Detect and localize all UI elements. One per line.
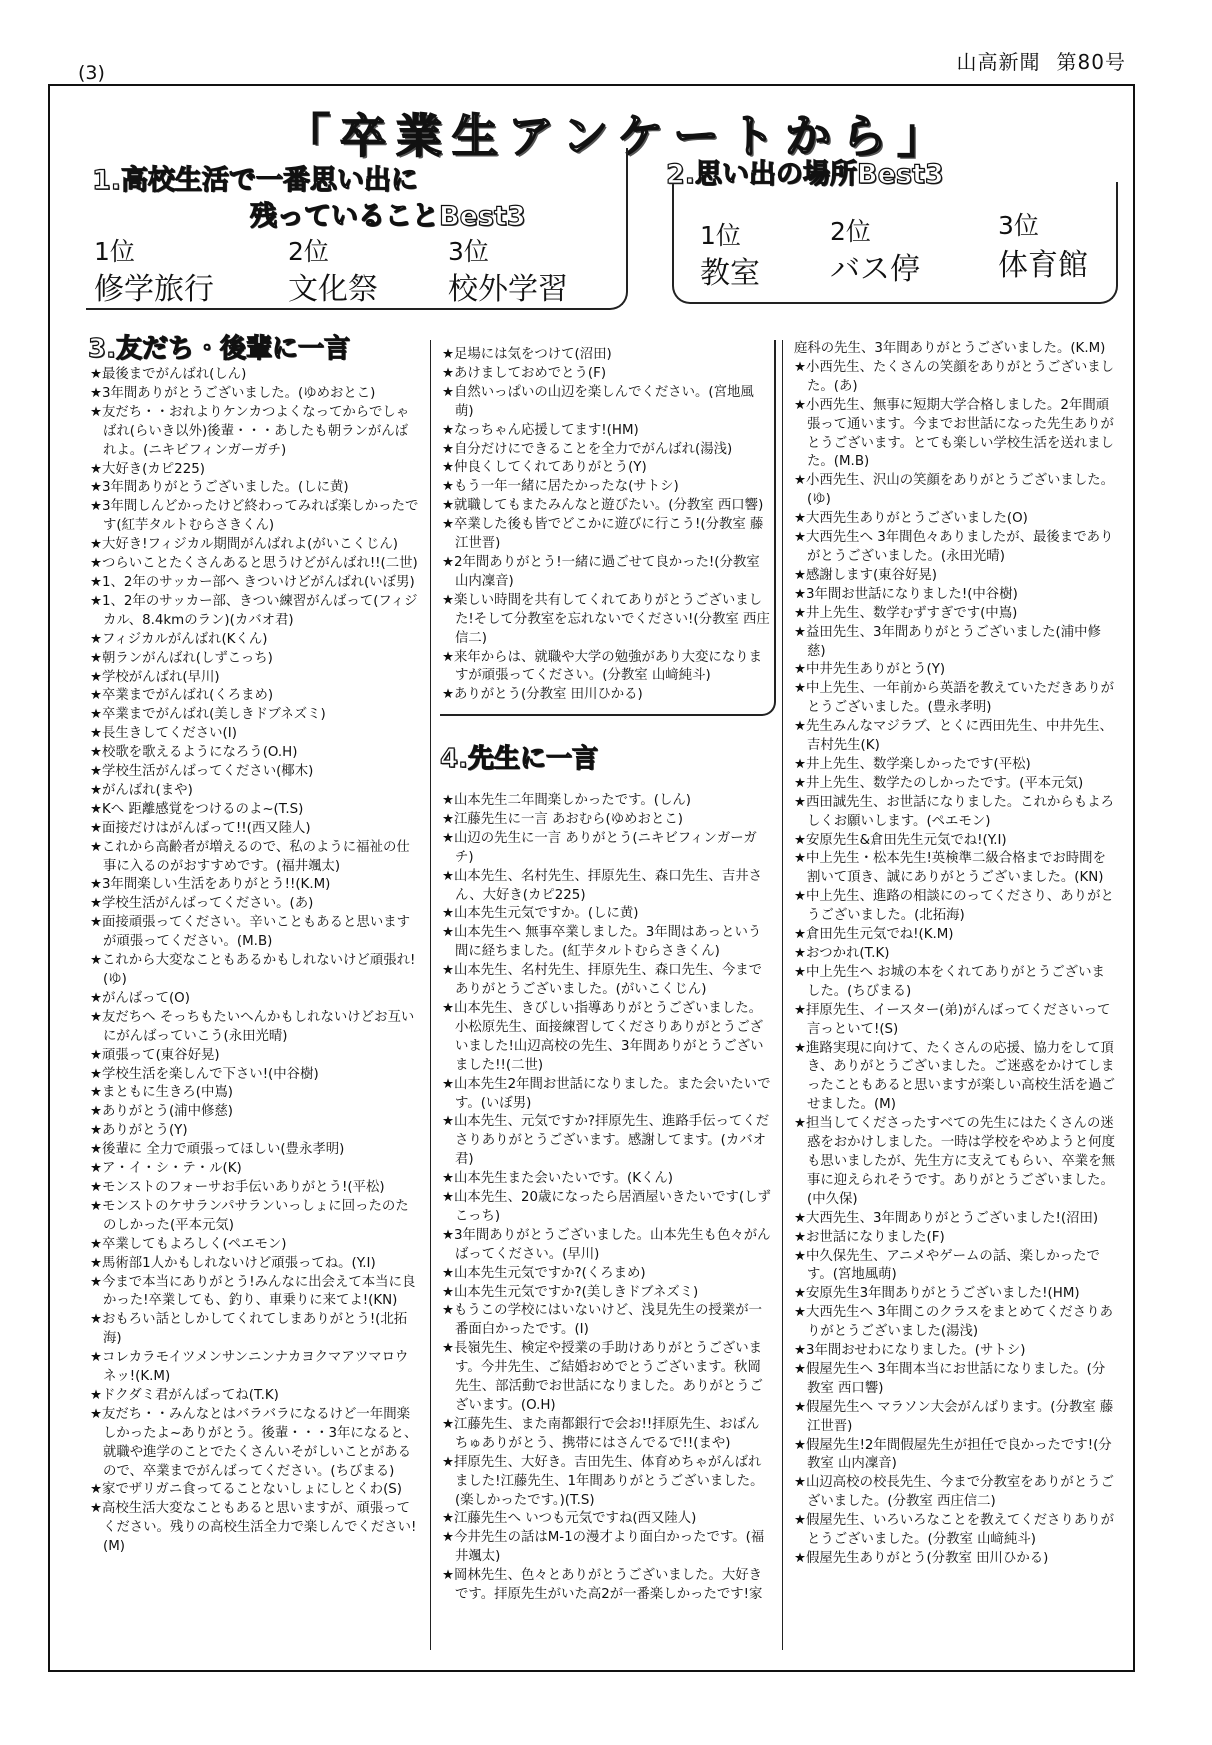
comment-item: ★長嶺先生、検定や授業の手助けありがとうございます。今井先生、ご結婚おめでとうございます。秋岡先生、部活動でお世話になりました。ありがとうございます。(O.H) <box>442 1341 763 1413</box>
comment-item: ★井上先生、数学むずすぎです(中嶌) <box>794 605 1018 621</box>
comment-item: ★Kへ 距離感覚をつけるのよ~(T.S) <box>90 801 304 817</box>
comment-item: ★高校生活大変なこともあると思いますが、頑張ってください。残りの高校生活全力で楽しんでください!(M) <box>90 1501 417 1555</box>
comment-item: ★拝原先生、大好き。吉田先生、体育めちゃがんばれました!江藤先生、1年間ありがとうございました。(楽しかったです。)(T.S) <box>442 1454 764 1508</box>
comment-item: ★自分だけにできることを全力でがんばれ(湯浅) <box>442 441 733 457</box>
comment-item: ★3年間楽しい生活をありがとう!!(K.M) <box>90 877 331 893</box>
comment-item: ★ドクダミ君がんばってね(T.K) <box>90 1387 279 1403</box>
comment-item: ★1、2年のサッカー部、きつい練習がんばって(フィジカル、8.4kmのラン)(カバオ君) <box>90 593 418 628</box>
comment-item: ★倉田先生元気でね!(K.M) <box>794 927 954 943</box>
comment-item: ★ありがとう(浦中修慈) <box>90 1104 233 1120</box>
comment-item: ★3年間ありがとうございました。山本先生も色々がんばってください。(早川) <box>442 1227 771 1262</box>
comment-item: ★長生きしてください(I) <box>90 726 237 742</box>
comment-item: ★なっちゃん応援してます!(HM) <box>442 422 639 438</box>
comment-item: ★大西先生へ 3年間このクラスをまとめてくださりありがとうございました(湯浅) <box>794 1305 1113 1340</box>
comment-item: ★卒業までがんばれ(美しきドブネズミ) <box>90 707 326 723</box>
comment-item: ★益田先生、3年間ありがとうございました(浦中修慈) <box>794 624 1101 659</box>
comment-item: ★感謝します(東谷好晃) <box>794 567 937 583</box>
comment-item: ★学校生活がんばってください。(あ) <box>90 896 314 912</box>
comment-item: ★おもろい話としかしてくれてしまありがとう!(北拓海) <box>90 1312 408 1347</box>
comment-item: ★山本先生、元気ですか?拝原先生、進路手伝ってくださりありがとうございます。感謝してます。(カバオ君) <box>442 1114 770 1168</box>
comment-item: ★山辺高校の校長先生、今まで分教室をありがとうございました。(分教室 西庄信二) <box>794 1475 1114 1510</box>
comment-item: ★コレカラモイツメンサンニンナカヨクマアツマロウネッ!(K.M) <box>90 1350 409 1385</box>
comment-item: ★安原先生3年間ありがとうございました!(HM) <box>794 1286 1080 1302</box>
comment-item: ★自然いっぱいの山辺を楽しんでください。(宮地風萌) <box>442 384 754 419</box>
comment-item: ★頑張って(東谷好晃) <box>90 1047 220 1063</box>
comment-item: ★井上先生、数学楽しかったです(平松) <box>794 756 1031 772</box>
section1-rank1-label: 1位 <box>94 237 135 266</box>
comment-item: ★山辺の先生に一言 ありがとう(ニキビフィンガーガチ) <box>442 830 757 865</box>
section4-heading: 4.先生に一言 <box>440 744 598 774</box>
section2-rank1-label: 1位 <box>700 221 741 250</box>
comment-item: ★モンストのフォーサお手伝いありがとう!(平松) <box>90 1179 385 1195</box>
comment-item: ★山本先生元気ですか?(くろまめ) <box>442 1265 646 1281</box>
comment-item: ★山本先生、名村先生、拝原先生、森口先生、今までありがとうございました。(がいこくじん) <box>442 963 762 998</box>
section2-rank2-label: 2位 <box>830 217 871 246</box>
comment-item: ★足場には気をつけて(沼田) <box>442 347 612 362</box>
comment-item: ★仲良くしてくれてありがとう(Y) <box>442 460 647 476</box>
comment-item: ★進路実現に向けて、たくさんの応援、協力をして頂き、ありがとうございました。ご迷惑をかけてしまったこともあると思いますが楽しい高校生活を過ごせました。(M) <box>794 1040 1115 1113</box>
comment-item: ★拝原先生、イースター(弟)がんばってくださいって言っといて!(S) <box>794 1002 1111 1037</box>
comment-item: ★もう一年一緒に居たかったな(サトシ) <box>442 479 679 495</box>
comment-item: ★1、2年のサッカー部へ きついけどがんばれ(いぼ男) <box>90 574 415 590</box>
section1-heading-line2: 残っていることBest3 <box>250 201 526 232</box>
comment-item: ★後輩に 全力で頑張ってほしい(豊永孝明) <box>90 1142 345 1158</box>
comment-item: ★中上先生へ お城の本をくれてありがとうございました。(ちびまる) <box>794 964 1105 999</box>
comment-item: ★あけましておめでとう(F) <box>442 365 607 381</box>
comment-item: ★校歌を歌えるようになろう(O.H) <box>90 745 298 761</box>
comment-item: ★中久保先生、アニメやゲームの話、楽しかったです。(宮地風萌) <box>794 1248 1100 1283</box>
comment-item: ★ア・イ・シ・テ・ル(K) <box>90 1161 242 1177</box>
comment-item: ★小西先生、無事に短期大学合格しました。2年間頑張って通います。今までお世話になった先生ありがとうございます。とても楽しい学校生活を送れました。(M.B) <box>794 397 1114 470</box>
comment-item: ★假屋先生ありがとう(分教室 田川ひかる) <box>794 1551 1049 1566</box>
comment-item: ★3年間ありがとうございました。(しに黄) <box>90 480 349 496</box>
comment-item: ★中上先生、一年前から英語を教えていただきありがとうございました。(豊永孝明) <box>794 681 1114 716</box>
section1-rank3-label: 3位 <box>448 237 489 266</box>
comment-item: ★卒業までがんばれ(くろまめ) <box>90 688 274 704</box>
section3-column2 <box>442 346 772 705</box>
comment-item: ★大西先生、3年間ありがとうございました!(沼田) <box>794 1210 1099 1226</box>
comment-item: ★山本先生、きびしい指導ありがとうございました。小松原先生、面接練習してくださりありがとうございました!山辺高校の先生、3年間ありがとうございました!!(二世) <box>442 1000 764 1073</box>
main-title: 「卒業生アンケートから」 <box>284 109 954 163</box>
comment-item: ★山本先生元気ですか?(美しきドブネズミ) <box>442 1284 699 1300</box>
masthead <box>957 46 1126 75</box>
comment-item: ★小西先生、沢山の笑顔をありがとうございました。(ゆ) <box>794 473 1114 508</box>
comment-item: ★これから大変なこともあるかもしれないけど頑張れ!(ゆ) <box>90 953 416 987</box>
comment-item: ★友だち・・おれよりケンカつよくなってからでしゃばれ(らいき以外)後輩・・・あしたも朝ランがんばれよ。(ニキビフィンガーガチ) <box>90 404 410 458</box>
comment-item: ★最後までがんばれ(しん) <box>90 367 247 382</box>
section4-column2 <box>442 792 772 1605</box>
comment-item: ★大好き(カピ225) <box>90 461 205 477</box>
comment-item: ★3年間おせわになりました。(サトシ) <box>794 1343 1026 1359</box>
comment-item: ★3年間ありがとうございました。(ゆめおとこ) <box>90 385 376 401</box>
comment-item: ★ありがとう(Y) <box>90 1123 188 1139</box>
comment-item: ★楽しい時間を共有してくれてありがとうございました!そして分教室を忘れないでください!(分教室 西庄信二) <box>442 592 770 646</box>
page-number: (3) <box>78 62 105 84</box>
comment-item: ★山本先生、名村先生、拝原先生、森口先生、吉井さん、大好き(カピ225) <box>442 868 762 903</box>
comment-item: ★江藤先生に一言 あおむら(ゆめおとこ) <box>442 811 683 827</box>
comment-item: ★先生みんなマジラブ、とくに西田先生、中井先生、吉村先生(K) <box>794 719 1113 754</box>
comment-item: ★井上先生、数学たのしかったです。(平本元気) <box>794 775 1084 791</box>
comment-item: ★卒業してもよろしく(ペエモン) <box>90 1236 287 1252</box>
section1-rank2-value: 文化祭 <box>288 272 378 307</box>
comment-item: ★今まで本当にありがとう!みんなに出会えて本当に良かった!卒業しても、釣り、車乗りに来てよ!(KN) <box>90 1274 416 1309</box>
comment-item: ★江藤先生へ いつも元気ですね(西又陸人) <box>442 1511 697 1527</box>
comment-item: ★大西先生ありがとうございました(O) <box>794 511 1028 527</box>
comment-item: ★つらいことたくさんあると思うけどがんばれ!!(二世) <box>90 556 418 572</box>
comment-item: ★家でザリガニ食ってることないしょにしとくわ(S) <box>90 1482 403 1498</box>
comment-item: ★山本先生二年間楽しかったです。(しん) <box>442 793 692 808</box>
comment-item: 庭科の先生、3年間ありがとうございました。(K.M) <box>794 341 1106 356</box>
comment-item: ★山本先生2年間お世話になりました。また会いたいです。(いぼ男) <box>442 1076 771 1111</box>
comment-item: ★假屋先生へ マラソン大会がんばります。(分教室 藤江世晋) <box>794 1399 1114 1434</box>
comment-item: ★友だちへ そっちもたいへんかもしれないけどお互いにがんばっていこう(永田光晴) <box>90 1009 415 1044</box>
comment-item: ★3年間しんどかったけど終わってみれば楽しかったです(紅芋タルトむらさきくん) <box>90 499 419 534</box>
comment-item: ★学校生活がんばってください(椰木) <box>90 764 314 780</box>
comment-item: ★来年からは、就職や大学の勉強があり大変になりますが頑張ってください。(分教室 山﨑純斗) <box>442 649 762 684</box>
comment-item: ★学校生活を楽しんで下さい!(中谷樹) <box>90 1066 319 1082</box>
comment-item: ★担当してくださったすべての先生にはたくさんの迷惑をおかけしました。一時は学校をやめようと何度も思いましたが、先生方に支えてもらい、卒業を無事に迎えられそうです。ありがとうございました。(中久保) <box>794 1116 1115 1207</box>
comment-item: ★2年間ありがとう!一緒に過ごせて良かった!(分教室 山内凜音) <box>442 554 760 589</box>
comment-item: ★面接だけはがんばって!!(西又陸人) <box>90 820 311 836</box>
column-divider <box>430 340 431 1650</box>
comment-item: ★安原先生&倉田先生元気でね!(Y.I) <box>794 832 1007 848</box>
comment-item: ★假屋先生へ 3年間本当にお世話になりました。(分教室 西口響) <box>794 1361 1106 1396</box>
comment-item: ★山本先生また会いたいです。(Kくん) <box>442 1171 674 1187</box>
comment-item: ★これから高齢者が増えるので、私のように福祉の仕事に入るのがおすすめです。(福井颯太) <box>90 839 410 874</box>
comment-item: ★馬術部1人かもしれないけど頑張ってね。(Y.I) <box>90 1255 376 1271</box>
section2-rank2-value: バス停 <box>830 252 920 287</box>
comment-item: ★学校がんばれ(早川) <box>90 669 220 685</box>
issue-number: 第80号 <box>1056 50 1126 74</box>
section2-heading: 2.思い出の場所Best3 <box>666 159 944 190</box>
column-divider <box>782 340 783 1650</box>
comment-item: ★山本先生元気ですか。(しに黄) <box>442 906 639 922</box>
comment-item: ★江藤先生、また南都銀行で会お!!拝原先生、おばんちゅありがとう、携帯にはさんでるで!!(まや) <box>442 1416 760 1451</box>
comment-item: ★中井先生ありがとう(Y) <box>794 662 946 678</box>
comment-item: ★友だち・・みんなとはバラバラになるけど一年間楽しかったよ~ありがとう。後輩・・・3年になると、就職や進学のことでたくさんいそがしいことがあるので、卒業までがんばってください。(ちびまる) <box>90 1406 418 1479</box>
comment-item: ★大好き!フィジカル期間がんばれよ(がいこくじん) <box>90 537 398 553</box>
comment-item: ★山本先生へ 無事卒業しました。3年間はあっという間に経ちました。(紅芋タルトむらさきくん) <box>442 925 762 960</box>
comment-item: ★がんばれ(まや) <box>90 782 193 798</box>
section2-rank3-label: 3位 <box>998 211 1039 240</box>
section1-rank3-value: 校外学習 <box>448 272 568 307</box>
comment-item: ★がんばって(O) <box>90 990 190 1006</box>
comment-item: ★大西先生へ 3年間色々ありましたが、最後までありがとうございました。(永田光晴) <box>794 530 1114 564</box>
comment-item: ★假屋先生!2年間假屋先生が担任で良かったです!(分教室 山内凜音) <box>794 1437 1112 1472</box>
comment-item: ★假屋先生、いろいろなことを教えてくださりありがとうございました。(分教室 山﨑純斗) <box>794 1513 1114 1548</box>
section1-heading-line1: 1.高校生活で一番思い出に <box>92 165 419 196</box>
comment-item: ★おつかれ(T.K) <box>794 946 890 961</box>
section1-rank2-label: 2位 <box>288 237 329 266</box>
comment-item: ★山本先生、20歳になったら居酒屋いきたいです(しずこっち) <box>442 1190 771 1224</box>
comment-item: ★面接頑張ってください。辛いこともあると思いますが頑張ってください。(M.B) <box>90 915 410 950</box>
section1-rank1-value: 修学旅行 <box>94 272 214 307</box>
section2-rank1-value: 教室 <box>700 256 760 291</box>
comment-item: ★モンストのケサランパサランいっしょに回ったのたのしかった(平本元気) <box>90 1198 409 1233</box>
comment-item: ★中上先生、進路の相談にのってくださり、ありがとうございました。(北拓海) <box>794 889 1114 924</box>
comment-item: ★フィジカルがんばれ(Kくん) <box>90 631 268 647</box>
comment-item: ★小西先生、たくさんの笑顔をありがとうございました。(あ) <box>794 359 1114 394</box>
comment-item: ★ありがとう(分教室 田川ひかる) <box>442 687 643 703</box>
comment-item: ★朝ランがんばれ(しずこっち) <box>90 650 273 666</box>
comment-item: ★まともに生きろ(中嶌) <box>90 1085 233 1101</box>
comment-item: ★西田誠先生、お世話になりました。これからもよろしくお願いします。(ペエモン) <box>794 794 1114 829</box>
section3-column1 <box>90 366 420 1557</box>
comment-item: ★中上先生・松本先生!英検準二級合格までお時間を割いて頂き、誠にありがとうございました。(KN) <box>794 851 1106 886</box>
section2-rank3-value: 体育館 <box>998 248 1088 283</box>
newspaper-name: 山高新聞 <box>956 50 1041 74</box>
comment-item: ★岡林先生、色々とありがとうございました。大好きです。拝原先生がいた高2が一番楽しかったです!家 <box>442 1568 763 1603</box>
section4-column3 <box>794 340 1116 1569</box>
section3-heading: 3.友だち・後輩に一言 <box>88 334 350 364</box>
comment-item: ★3年間お世話になりました!(中谷樹) <box>794 586 1018 602</box>
comment-item: ★就職してもまたみんなと遊びたい。(分教室 西口響) <box>442 498 764 514</box>
comment-item: ★今井先生の話はM-1の漫才より面白かったです。(福井颯太) <box>442 1530 765 1565</box>
comment-item: ★卒業した後も皆でどこかに遊びに行こう!(分教室 藤江世晋) <box>442 517 764 552</box>
comment-item: ★お世話になりました(F) <box>794 1229 945 1245</box>
comment-item: ★もうこの学校にはいないけど、浅見先生の授業が一番面白かったです。(I) <box>442 1303 762 1338</box>
